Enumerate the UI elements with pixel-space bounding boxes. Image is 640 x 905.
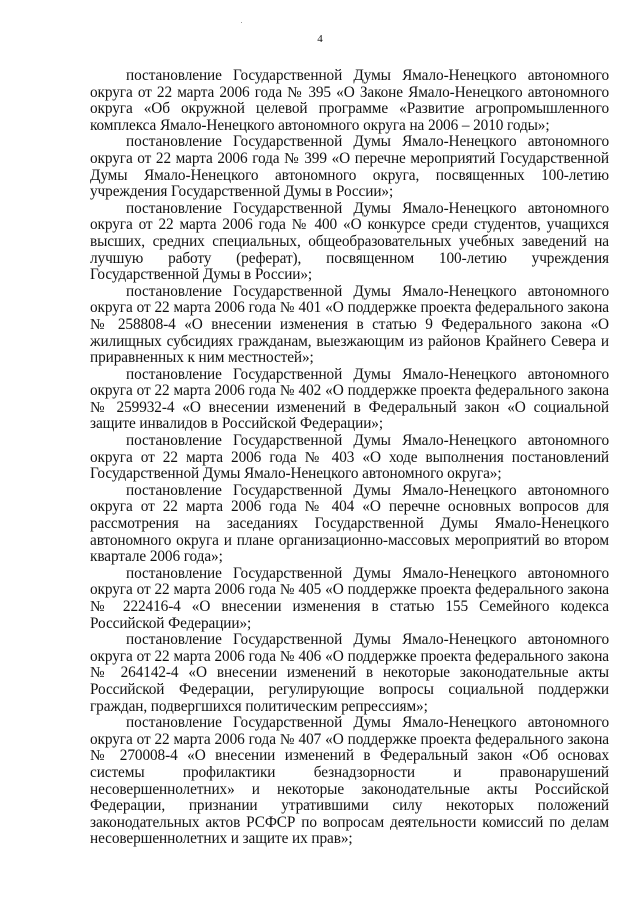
list-item: постановление Государственной Думы Ямало-Ненецкого автономного округа от 22 марта 2006 года № 404 «О перечне основных вопросов для рассмотрения на заседаниях Государственной Думы Ямало-Ненецкого автономного округа и плане организационно-массовых мероприятий во втором квартале 2006 года»; bbox=[90, 481, 609, 566]
page-number: 4 bbox=[317, 33, 323, 45]
list-item: постановление Государственной Думы Ямало-Ненецкого автономного округа от 22 марта 2006 года № 401 «О поддержке проекта федерального закона № 258808-4 «О внесении изменения в статью 9 Федерального закона «О жилищных субсидиях гражданам, выезжающим из районов Крайнего Севера и приравненных к ним местностей»; bbox=[90, 282, 609, 367]
scan-artifact bbox=[241, 22, 242, 23]
list-item: постановление Государственной Думы Ямало-Ненецкого автономного округа от 22 марта 2006 года № 406 «О поддержке проекта федерального закона № 264142-4 «О внесении изменений в некоторые законодательные акты Российской Федерации, регулирующие вопросы социальной поддержки граждан, подвергшихся политическим репрессиям»; bbox=[90, 631, 609, 715]
list-item: постановление Государственной Думы Ямало-Ненецкого автономного округа от 22 марта 2006 года № 400 «О конкурсе среди студентов, учащихся высших, средних специальных, общеобразовательных учебных заведений на лучшую работу (реферат), посвященном 100-летию учреждения Государственной Думы в России»; bbox=[90, 199, 609, 284]
list-item: постановление Государственной Думы Ямало-Ненецкого автономного округа от 22 марта 2006 года № 395 «О Законе Ямало-Ненецкого автономного округа «Об окружной целевой программе «Развитие агропромышленного комплекса Ямало-Ненецкого автономного округа на 2006 – 2010 годы»; bbox=[90, 67, 609, 134]
list-item: постановление Государственной Думы Ямало-Ненецкого автономного округа от 22 марта 2006 года № 405 «О поддержке проекта федерального закона № 222416-4 «О внесении изменения в статью 155 Семейного кодекса Российской Федерации»; bbox=[90, 564, 609, 632]
list-item: постановление Государственной Думы Ямало-Ненецкого автономного округа от 22 марта 2006 года № 399 «О перечне мероприятий Государственной Думы Ямало-Ненецкого автономного округа, посвященных 100-летию учреждения Государственной Думы в России»; bbox=[90, 133, 609, 201]
list-item: постановление Государственной Думы Ямало-Ненецкого автономного округа от 22 марта 2006 года № 403 «О ходе выполнения постановлений Государственной Думы Ямало-Ненецкого автономного округа»; bbox=[90, 432, 609, 483]
list-item: постановление Государственной Думы Ямало-Ненецкого автономного округа от 22 марта 2006 года № 402 «О поддержке проекта федерального закона № 259932-4 «О внесении изменений в Федеральный закон «О социальной защите инвалидов в Российской Федерации»; bbox=[90, 365, 609, 433]
list-item: постановление Государственной Думы Ямало-Ненецкого автономного округа от 22 марта 2006 года № 407 «О поддержке проекта федерального закона № 270008-4 «О внесении изменений в Федеральный закон «Об основах системы профилактики безнадзорности и правонарушений несовершеннолетних» и некоторые законодательные акты Российской Федерации, признании утратившими силу некоторых положений законодательных актов РСФСР по вопросам деятельности комиссий по делам несовершеннолетних и защите их прав»; bbox=[90, 714, 609, 848]
resolution-list bbox=[90, 68, 609, 848]
